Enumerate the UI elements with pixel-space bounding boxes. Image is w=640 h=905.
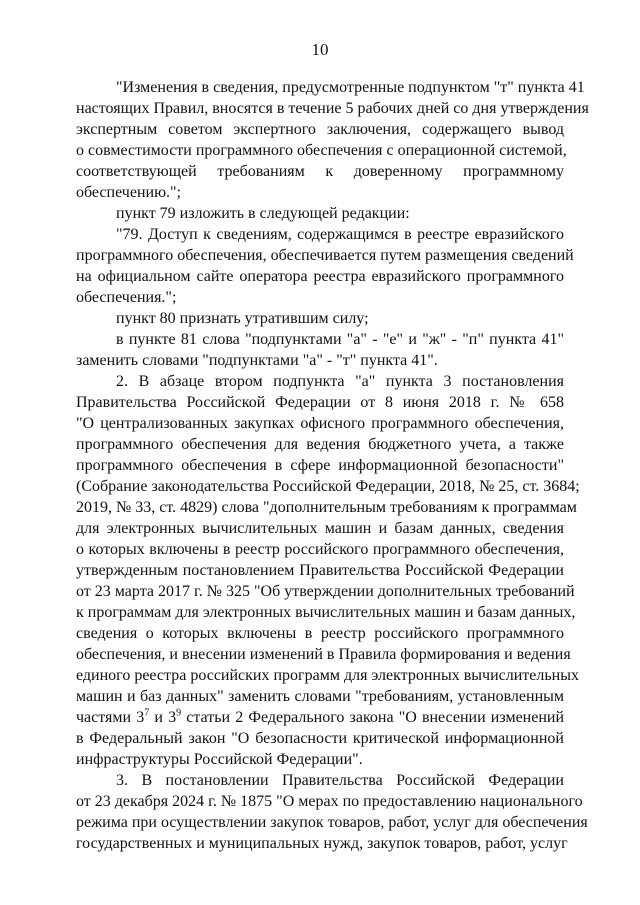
text-line: режима при осуществлении закупок товаров, работ, услуг для обеспечения — [76, 814, 588, 831]
text-line: на официальном сайте оператора реестра евразийского программного — [76, 268, 564, 285]
text-line: машин и баз данных" заменить словами "требованиям, установленным — [76, 688, 564, 705]
text-line: заменить словами "подпунктами "а" - "т" пункта 41". — [76, 352, 438, 369]
text-line: инфраструктуры Российской Федерации". — [76, 751, 363, 768]
text-line: обеспечению."; — [76, 184, 181, 201]
text-line: (Собрание законодательства Российской Федерации, 2018, № 25, ст. 3684; — [76, 478, 580, 495]
text-line: от 23 декабря 2024 г. № 1875 "О мерах по предоставлению национального — [76, 793, 583, 810]
text-line: государственных и муниципальных нужд, закупок товаров, работ, услуг — [76, 835, 568, 852]
text-line: 2019, № 33, ст. 4829) слова "дополнительным требованиям к программам — [76, 499, 577, 516]
superscript: 9 — [176, 707, 182, 719]
text-line: "О централизованных закупках офисного программного обеспечения, — [76, 415, 564, 432]
text-line: пункт 79 изложить в следующей редакции: — [116, 205, 410, 222]
text-line: для электронных вычислительных машин и базам данных, сведения — [76, 520, 564, 537]
text-line: в пункте 81 слова "подпунктами "а" - "е" и "ж" - "п" пункта 41" — [116, 331, 564, 348]
text-line: 2. В абзаце втором подпункта "а" пункта 3 постановления — [116, 373, 564, 390]
text-line: программного обеспечения, обеспечивается путем размещения сведений — [76, 247, 574, 264]
text-fragment: частями 3 — [76, 709, 145, 726]
text-line: программного обеспечения для ведения бюджетного учета, а также — [76, 436, 564, 453]
text-line: к программам для электронных вычислительных машин и базам данных, — [76, 604, 576, 621]
text-line: единого реестра российских программ для электронных вычислительных — [76, 667, 579, 684]
text-line: пункт 80 признать утратившим силу; — [116, 310, 369, 327]
text-fragment: статьи 2 Федерального закона "О внесении изменений — [181, 709, 565, 726]
text-line — [76, 708, 564, 728]
text-line: от 23 марта 2017 г. № 325 "Об утверждении дополнительных требований — [76, 583, 575, 600]
text-line: обеспечения."; — [76, 289, 177, 306]
text-line: экспертным советом экспертного заключения, содержащего вывод — [76, 121, 564, 138]
superscript: 7 — [144, 707, 150, 719]
text-line: обеспечения, и внесении изменений в Правила формирования и ведения — [76, 646, 571, 663]
text-line: сведения о которых включены в реестр российского программного — [76, 625, 564, 642]
text-line: 3. В постановлении Правительства Российской Федерации — [116, 772, 564, 789]
text-line: соответствующей требованиям к доверенному программному — [76, 163, 564, 180]
text-line: "Изменения в сведения, предусмотренные подпунктом "т" пункта 41 — [116, 79, 585, 96]
text-line: о совместимости программного обеспечения с операционной системой, — [76, 142, 567, 159]
page-number: 10 — [311, 40, 329, 59]
text-line: утвержденным постановлением Правительства Российской Федерации — [76, 562, 564, 579]
text-line: в Федеральный закон "О безопасности критической информационной — [76, 730, 564, 747]
text-line: о которых включены в реестр российского программного обеспечения, — [76, 541, 564, 558]
text-line: программного обеспечения в сфере информационной безопасности" — [76, 457, 564, 474]
text-line: настоящих Правил, вносятся в течение 5 рабочих дней со дня утверждения — [76, 100, 589, 117]
text-line: "79. Доступ к сведениям, содержащимся в реестре евразийского — [116, 226, 564, 243]
text-line: Правительства Российской Федерации от 8 июня 2018 г. № 658 — [76, 394, 564, 411]
text-fragment: и 3 — [149, 709, 177, 726]
